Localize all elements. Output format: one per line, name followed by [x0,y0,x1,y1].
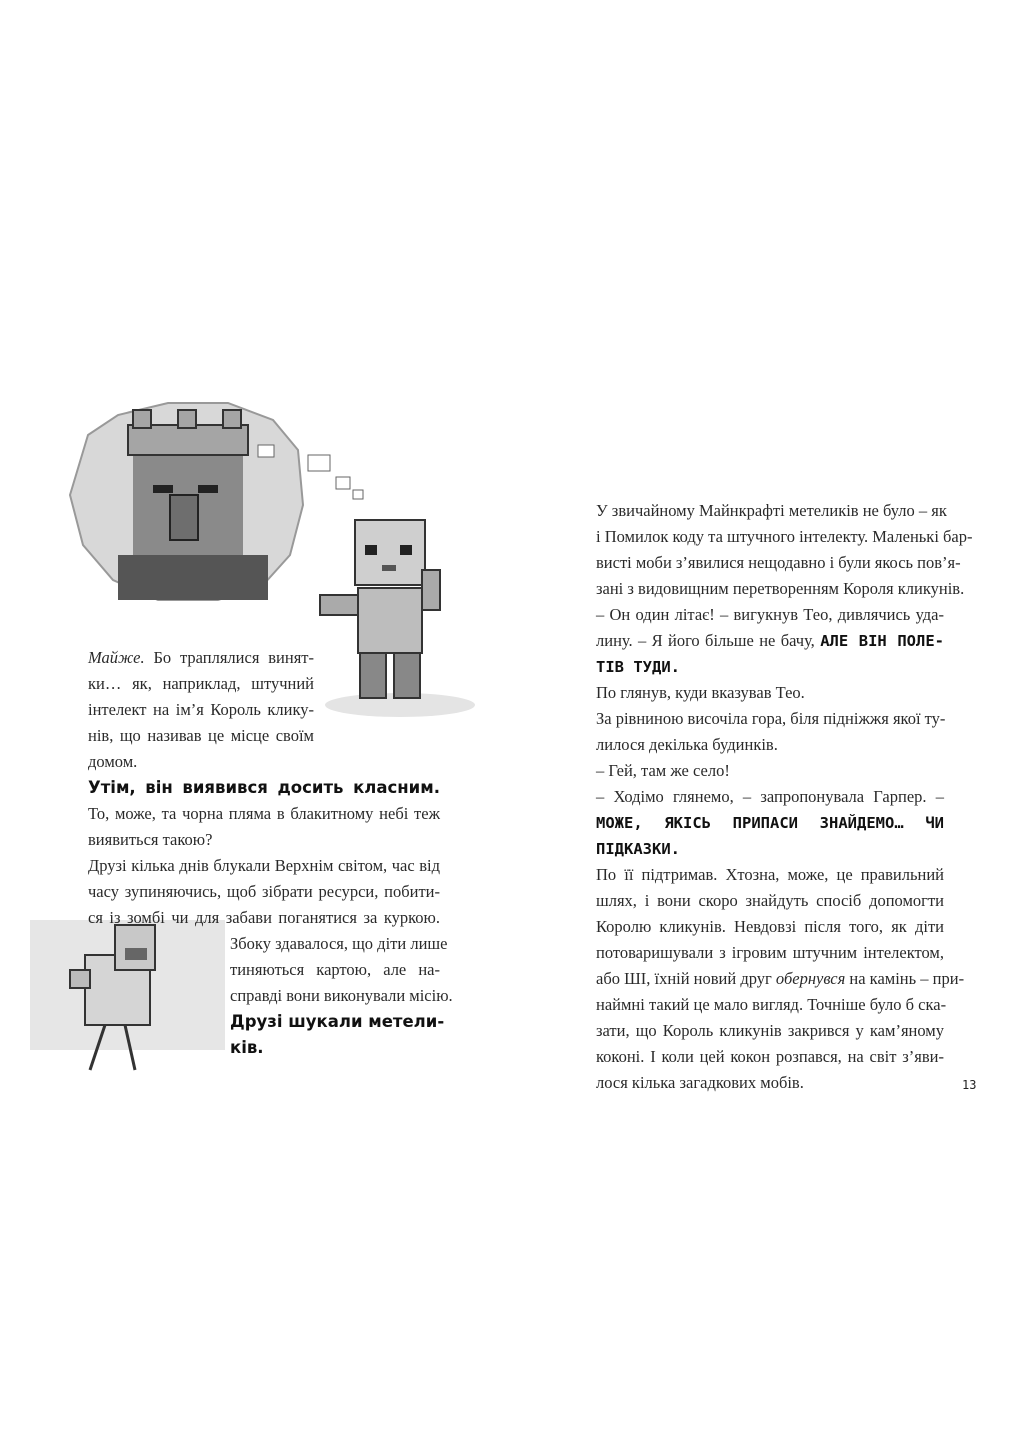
text-line [88,749,440,775]
text-line [596,732,944,758]
text-line [230,957,440,983]
text-line [88,645,314,671]
emphasis-text: АЛЕ ВІН ПОЛЕ- [820,632,944,650]
body-text: шлях, і вони скоро знайдуть спосіб допомогти [596,891,944,910]
body-text: У звичайному Майнкрафті метеликів не було – як [596,501,947,520]
text-line [88,827,440,853]
text-line [88,801,440,827]
text-line [596,1070,944,1096]
body-text: коконі. І коли цей кокон розпався, на світ з’яви- [596,1047,944,1066]
body-text: Королю кликунів. Невдовзі після того, як діти [596,917,944,936]
body-text: – Он один літає! – вигукнув Тео, дивлячись уда- [596,605,944,624]
body-text: висті моби з’явилися нещодавно і були якось пов’я- [596,553,961,572]
body-text: ся із зомбі чи для забави поганятися за куркою. [88,908,440,927]
text-line [596,654,944,680]
emphasis-text: ТІВ ТУДИ. [596,658,680,676]
text-line [596,810,944,836]
text-line [596,628,944,654]
body-text: Бо траплялися винят- [144,648,314,667]
body-text: або ШІ, їхній новий друг [596,969,776,988]
page-number: 13 [962,1078,977,1092]
body-text: на камінь – при- [845,969,965,988]
left-column-bottom-text [230,931,453,1061]
text-line [596,1018,944,1044]
blocky-kid-illustration [310,500,475,725]
body-text: лину. – Я його більше не бачу, [596,631,821,650]
body-text: ки… як, наприклад, штучний [88,674,314,693]
body-text: зані з видовищним перетворенням Короля кликунів. [596,579,965,598]
text-line [596,836,944,862]
text-line [596,784,944,810]
text-line [88,879,440,905]
text-line [596,498,947,524]
body-text: виявиться такою? [88,830,213,849]
text-line [596,914,944,940]
body-text: По глянув, куди вказував Тео. [596,683,805,702]
body-text: То, може, та чорна пляма в блакитному небі теж [88,804,440,823]
left-column-middle-text [88,749,440,931]
body-text: зати, що Король кликунів закрився у кам’яному [596,1021,944,1040]
blocky-chicken-illustration [30,910,225,1075]
italic-text: обернувся [775,969,846,988]
text-line [596,862,944,888]
emphasis-text: ків. [230,1038,264,1057]
body-text: часу зупиняючись, щоб зібрати ресурси, побити- [88,882,440,901]
body-text: лося кілька загадкових мобів. [596,1073,804,1092]
body-text: лилося декілька будинків. [596,735,778,754]
text-line [230,931,448,957]
body-text: Збоку здавалося, що діти лише [230,934,448,953]
text-line [230,1035,440,1061]
body-text: нів, що називав це місце своїм [88,726,314,745]
text-line [596,758,944,784]
emphasis-text: ПІДКАЗКИ. [596,840,680,858]
emphasis-text: МОЖЕ, ЯКІСЬ ПРИПАСИ ЗНАЙДЕМО… ЧИ [596,814,944,832]
body-text: справді вони виконували місію. [230,986,453,1005]
italic-text: Майже. [88,648,145,667]
text-line [596,550,961,576]
body-text: По її підтримав. Хтозна, може, це правильний [596,865,944,884]
body-text: потоваришували з ігровим штучним інтелектом, [596,943,944,962]
text-line [88,775,440,801]
body-text: і Помилок коду та штучного інтелекту. Маленькі бар- [596,527,973,546]
text-line [596,940,944,966]
text-line [596,602,944,628]
text-line [88,905,440,931]
text-line [88,853,440,879]
left-column-top-text [88,645,314,749]
text-line [88,723,314,749]
text-line [230,983,453,1009]
text-line [596,576,965,602]
body-text: інтелект на ім’я Король клику- [88,700,314,719]
body-text: домом. [88,752,138,771]
body-text: За рівниною височіла гора, біля підніжжя якої ту- [596,709,946,728]
text-line [596,992,947,1018]
body-text: – Гей, там же село! [596,761,730,780]
text-line [596,966,965,992]
body-text: – Ходімо глянемо, – запропонувала Гарпер. – [596,787,944,806]
body-text: тиняються картою, але на- [230,960,440,979]
emphasis-text: Утім, він виявився досить класним. [88,778,440,797]
text-line [596,888,944,914]
text-line [88,697,314,723]
text-line [230,1009,445,1035]
body-text: Друзі кілька днів блукали Верхнім світом, час від [88,856,440,875]
text-line [88,671,314,697]
text-line [596,524,973,550]
text-line [596,706,944,732]
text-line [596,1044,944,1070]
emphasis-text: Друзі шукали метели- [230,1012,445,1031]
text-line [596,680,944,706]
body-text: наймні такий це мало вигляд. Точніше було б ска- [596,995,947,1014]
